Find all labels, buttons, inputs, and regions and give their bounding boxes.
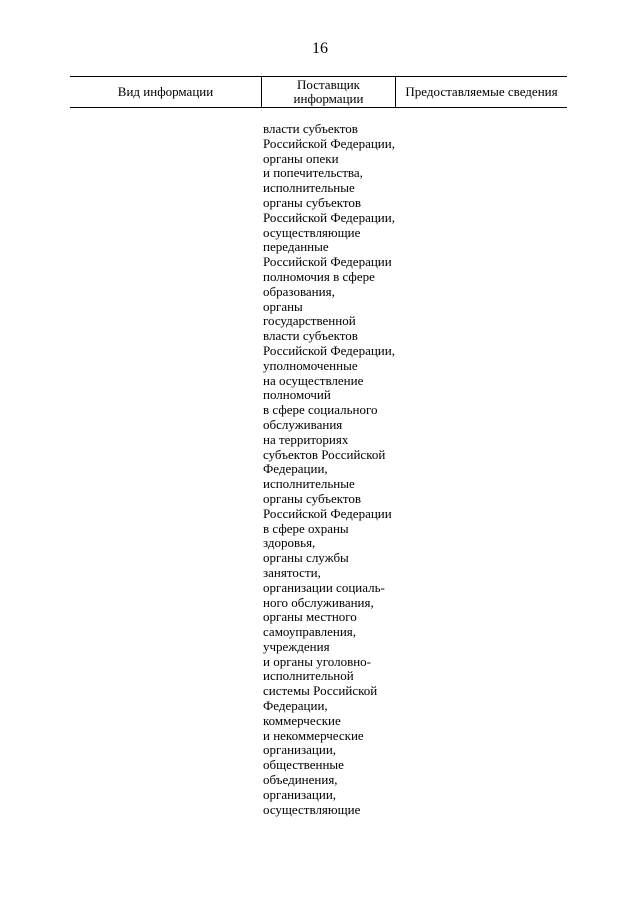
provider-text-line: организации социаль-: [263, 579, 385, 595]
provider-text-line: и некоммерческие: [263, 727, 364, 743]
provider-text-line: Российской Федерации,: [263, 135, 395, 151]
provider-text-line: власти субъектов: [263, 328, 358, 344]
provider-text-line: и органы уголовно-: [263, 653, 371, 669]
provider-text-line: Российской Федерации: [263, 254, 392, 270]
provider-text-line: системы Российской: [263, 683, 378, 699]
provider-text-line: образования,: [263, 283, 335, 299]
provider-text-line: исполнительной: [263, 668, 354, 684]
provider-text-line: Российской Федерации,: [263, 209, 395, 225]
provider-text-line: занятости,: [263, 564, 321, 580]
provider-text-line: субъектов Российской: [263, 446, 386, 462]
header-information-type: Вид информации: [117, 84, 214, 99]
provider-text-line: на осуществление: [263, 372, 364, 388]
provider-text-line: Федерации,: [263, 698, 328, 714]
provider-text-line: Российской Федерации: [263, 505, 392, 521]
provider-text-line: уполномоченные: [263, 357, 358, 373]
header-information-provider: [261, 77, 396, 107]
provider-text-line: исполнительные: [263, 180, 355, 196]
provider-text-line: коммерческие: [263, 712, 341, 728]
provider-text-line: органы местного: [263, 609, 357, 625]
header-provider-line-2: информации: [293, 91, 364, 106]
provider-text-line: Российской Федерации,: [263, 342, 395, 358]
provider-text-line: объединения,: [263, 772, 338, 788]
provider-text-line: переданные: [263, 239, 329, 255]
provider-text-line: здоровья,: [263, 535, 316, 551]
provider-text-line: органы службы: [263, 550, 349, 566]
provider-text-line: органы: [263, 298, 303, 314]
provider-text-line: и попечительства,: [263, 165, 363, 181]
provider-text-line: власти субъектов: [263, 121, 358, 136]
provider-text-line: органы субъектов: [263, 194, 362, 210]
provider-text-line: полномочия в сфере: [263, 268, 375, 284]
header-provider-line-1: Поставщик: [296, 77, 360, 92]
provider-text-line: в сфере охраны: [263, 520, 349, 536]
provider-text-line: Федерации,: [263, 461, 328, 477]
provider-text-line: органы опеки: [263, 150, 339, 166]
provider-text-line: полномочий: [263, 387, 331, 403]
page-number: 16: [312, 40, 328, 57]
provider-text-line: органы субъектов: [263, 490, 362, 506]
header-provided-details: Предоставляемые сведения: [405, 84, 558, 99]
provider-text-line: обслуживания: [263, 416, 343, 432]
provider-text-line: общественные: [263, 757, 344, 773]
provider-cell: [263, 122, 433, 817]
provider-text-line: учреждения: [263, 638, 330, 654]
provider-text-line: самоуправления,: [263, 624, 357, 640]
provider-text-line: осуществляющие: [263, 801, 361, 817]
provider-text-line: осуществляющие: [263, 224, 361, 240]
provider-text-line: государственной: [263, 313, 356, 329]
provider-text-line: ного обслуживания,: [263, 594, 374, 610]
provider-text-line: на территориях: [263, 431, 349, 447]
table-header: [70, 76, 567, 108]
provider-text-line: исполнительные: [263, 476, 355, 492]
provider-text-line: организации,: [263, 742, 337, 758]
provider-text-line: в сфере социального: [263, 402, 378, 418]
provider-text-line: организации,: [263, 786, 337, 802]
